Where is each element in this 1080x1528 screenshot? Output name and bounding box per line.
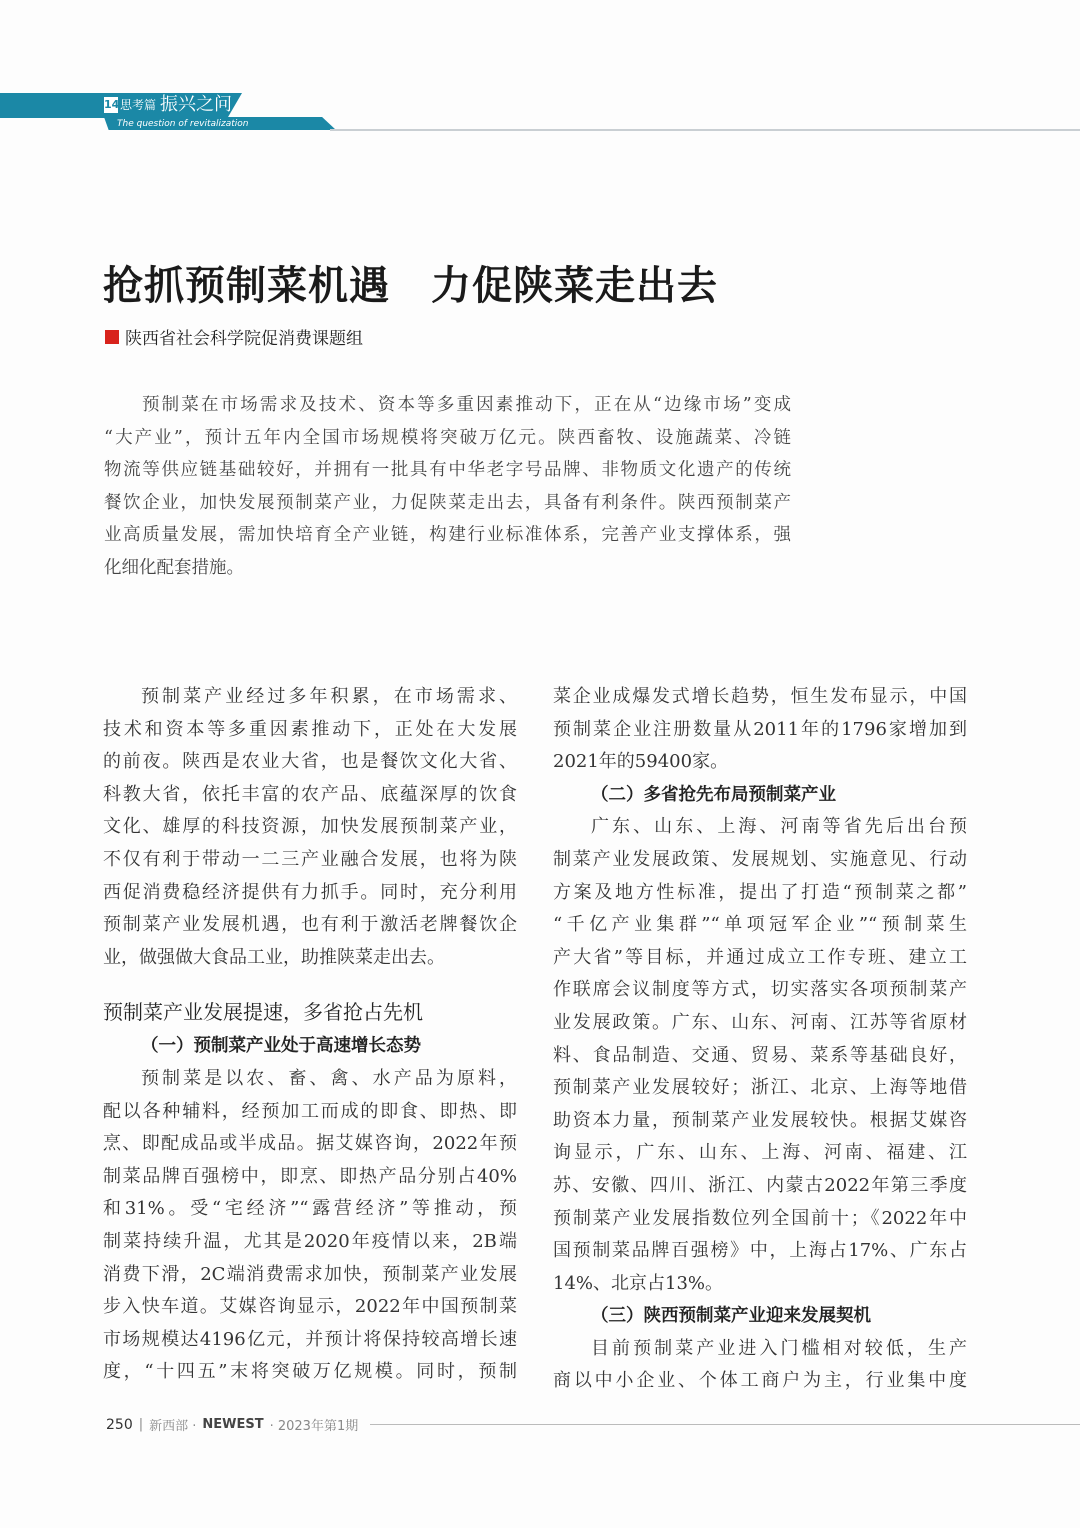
- text-line: 化细化配套措施。: [104, 557, 244, 578]
- text-line: 不仅有利于带动一二三产业融合发展，也将为陕: [103, 848, 517, 870]
- page-number: 250: [106, 1416, 133, 1433]
- text-line: 料、食品制造、交通、贸易、菜系等基础良好，: [553, 1044, 967, 1066]
- text-line: 广东、山东、上海、河南等省先后出台预: [591, 816, 967, 838]
- text-line: 商以中小企业、个体工商户为主，行业集中度: [553, 1370, 967, 1392]
- text-line: 步入快车道。艾媒咨询显示，2022年中国预制菜: [103, 1296, 517, 1318]
- subsection-heading: （二）多省抢先布局预制菜产业: [591, 784, 836, 805]
- text-line: 西促消费稳经济提供有力抓手。同时，充分利用: [103, 881, 517, 903]
- magazine-name-en: NEWEST: [202, 1417, 264, 1432]
- byline: [105, 324, 363, 349]
- text-line: 消费下滑，2C端消费需求加快，预制菜产业发展: [103, 1263, 517, 1285]
- column-right: [553, 681, 967, 1398]
- text-line: 产大省”等目标，并通过成立工作专班、建立工: [553, 946, 967, 968]
- section-heading: 预制菜产业发展提速，多省抢占先机: [103, 1000, 423, 1025]
- text-line: 目前预制菜产业进入门槛相对较低，生产: [591, 1337, 967, 1359]
- text-line: 国预制菜品牌百强榜》中，上海占17%、广东占: [553, 1240, 967, 1262]
- text-line: 物流等供应链基础较好，并拥有一批具有中华老字号品牌、非物质文化遗产的传统: [104, 460, 791, 481]
- header-rule: [330, 129, 1080, 131]
- text-line: 2021年的59400家。: [553, 751, 729, 773]
- text-line: 作联席会议制度等方式，切实落实各项预制菜产: [553, 979, 967, 1001]
- section-number: 14: [104, 98, 120, 111]
- text-line: 业，做强做大食品工业，助推陕菜走出去。: [103, 946, 445, 968]
- text-line: 的前夜。陕西是农业大省，也是餐饮文化大省、: [103, 751, 517, 773]
- text-line: 制菜产业发展政策、发展规划、实施意见、行动: [553, 848, 967, 870]
- subsection-heading: （三）陕西预制菜产业迎来发展契机: [591, 1306, 871, 1327]
- text-line: 14%、北京占13%。: [553, 1272, 724, 1294]
- column-left: [103, 681, 517, 1389]
- text-line: 烹、即配成品或半成品。据艾媒咨询，2022年预: [103, 1133, 517, 1155]
- text-line: 度，“十四五”末将突破万亿规模。同时，预制: [103, 1361, 517, 1383]
- text-line: 技术和资本等多重因素推动下，正处在大发展: [103, 718, 517, 740]
- red-square-icon: [105, 330, 119, 344]
- page-footer: [106, 1415, 358, 1434]
- text-line: 菜企业成爆发式增长趋势，恒生发布显示，中国: [553, 686, 967, 707]
- byline-text: 陕西省社会科学院促消费课题组: [125, 329, 363, 349]
- text-line: “千亿产业集群”“单项冠军企业”“预制菜生: [553, 914, 967, 936]
- abstract: [104, 389, 791, 585]
- text-line: 业发展政策。广东、山东、河南、江苏等省原材: [553, 1011, 967, 1033]
- column-subtitle: The question of revitalization: [117, 119, 249, 129]
- magazine-name-cn: 新西部 ·: [149, 1419, 197, 1434]
- text-line: 和31%。受“宅经济”“露营经济”等推动，预: [103, 1198, 517, 1220]
- text-line: 方案及地方性标准，提出了打造“预制菜之都”: [553, 881, 967, 903]
- footer-separator: |: [138, 1417, 144, 1432]
- text-line: “大产业”，预计五年内全国市场规模将突破万亿元。陕西畜牧、设施蔬菜、冷链: [104, 427, 791, 448]
- column-name: 振兴之问: [160, 94, 232, 115]
- text-line: 配以各种辅料，经预加工而成的即食、即热、即: [103, 1100, 517, 1122]
- text-line: 预制菜企业注册数量从2011年的1796家增加到: [553, 718, 967, 740]
- text-line: 苏、安徽、四川、浙江、内蒙古2022年第三季度: [553, 1174, 967, 1196]
- text-line: 制菜品牌百强榜中，即烹、即热产品分别占40%: [103, 1165, 517, 1187]
- text-line: 预制菜产业发展较好；浙江、北京、上海等地借: [553, 1077, 967, 1099]
- subsection-heading: （一）预制菜产业处于高速增长态势: [141, 1036, 421, 1057]
- text-line: 科教大省，依托丰富的农产品、底蕴深厚的饮食: [103, 783, 517, 805]
- text-line: 业高质量发展，需加快培育全产业链，构建行业标准体系，完善产业支撑体系，强: [104, 525, 791, 546]
- text-line: 询显示，广东、山东、上海、河南、福建、江: [553, 1142, 967, 1164]
- article-title: 抢抓预制菜机遇 力促陕菜走出去: [103, 262, 718, 309]
- footer-rule: [370, 1424, 1080, 1425]
- text-line: 预制菜产业发展机遇，也有利于激活老牌餐饮企: [103, 914, 517, 936]
- text-line: 制菜持续升温，尤其是2020年疫情以来，2B端: [103, 1230, 517, 1252]
- section-name: 思考篇: [120, 98, 157, 112]
- text-line: 预制菜产业发展指数位列全国前十；《2022年中: [553, 1207, 967, 1229]
- text-line: 餐饮企业，加快发展预制菜产业，力促陕菜走出去，具备有利条件。陕西预制菜产: [104, 492, 791, 513]
- text-line: 预制菜是以农、畜、禽、水产品为原料，: [141, 1067, 517, 1089]
- text-line: 文化、雄厚的科技资源，加快发展预制菜产业，: [103, 816, 517, 838]
- text-line: 市场规模达4196亿元，并预计将保持较高增长速: [103, 1328, 517, 1350]
- text-line: 助资本力量，预制菜产业发展较快。根据艾媒咨: [553, 1109, 967, 1131]
- issue-label: · 2023年第1期: [269, 1419, 359, 1434]
- text-line: 预制菜产业经过多年积累，在市场需求、: [141, 686, 517, 707]
- text-line: 预制菜在市场需求及技术、资本等多重因素推动下，正在从“边缘市场”变成: [142, 395, 791, 415]
